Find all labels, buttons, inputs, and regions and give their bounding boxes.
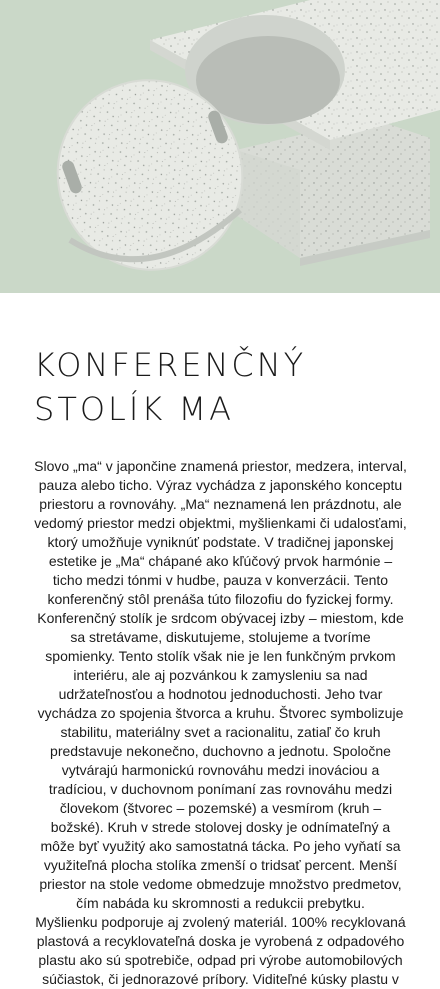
title-line-2: STOLÍK MA bbox=[34, 390, 234, 428]
description bbox=[34, 457, 407, 989]
page-title bbox=[34, 343, 407, 431]
description-paragraph-1: Slovo „ma“ v japončine znamená priestor, medzera, interval, pauza alebo ticho. Výraz vychádza z japonského konceptu priestoru a rovnováhy. „Ma“ neznamená len prázdnotu, ale vedomý priestor medzi objektmi, myšlienkami či udalosťami, ktorý umožňuje vyniknúť podstate. V tradičnej japonskej estetike je „Ma“ chápané ako kľúčový prvok harmónie – ticho medzi tónmi v hudbe, pauza v konverzácii. Tento konferenčný stôl prenáša túto filozofiu do fyzickej formy. Konferenčný stolík je srdcom obývacej izby – miestom, kde sa stretávame, diskutujeme, stolujeme a tvoríme spomienky. Tento stolík však nie je len funkčným prvkom interiéru, ale aj pozvánkou k zamysleniu sa nad udržateľnosťou a hodnotou jednoduchosti. Jeho tvar vychádza zo spojenia štvorca a kruhu. Štvorec symbolizuje stabilitu, materiálny svet a racionalitu, zatiaľ čo kruh predstavuje nekonečno, duchovno a jednotu. Spoločne vytvárajú harmonickú rovnováhu medzi inováciou a tradíciou, v duchovnom ponímaní zas rovnováhu medzi človekom (štvorec – pozemské) a vesmírom (kruh – božské). Kruh v strede stolovej dosky je odnímateľný a môže byť využitý ako samostatná tácka. Po jeho vyňatí sa využiteľná plocha stolíka zmenší o tridsať percent. Menší priestor na stole vedome obmedzuje množstvo predmetov, čím nabáda ku skromnosti a redukcii prebytku. bbox=[34, 458, 407, 911]
description-paragraph-2: Myšlienku podporuje aj zvolený materiál. 100% recyklovaná plastová a recyklovateľná doska je vyrobená z odpadového plastu ako sú spotrebiče, odpad pri výrobe automobilových súčiastok, či jednorazové príbory. Viditeľné kúsky plastu v bbox=[35, 914, 406, 987]
title-line-1: KONFERENČNÝ bbox=[34, 346, 307, 384]
product-photo bbox=[0, 0, 440, 293]
coffee-table-illustration bbox=[0, 0, 440, 293]
